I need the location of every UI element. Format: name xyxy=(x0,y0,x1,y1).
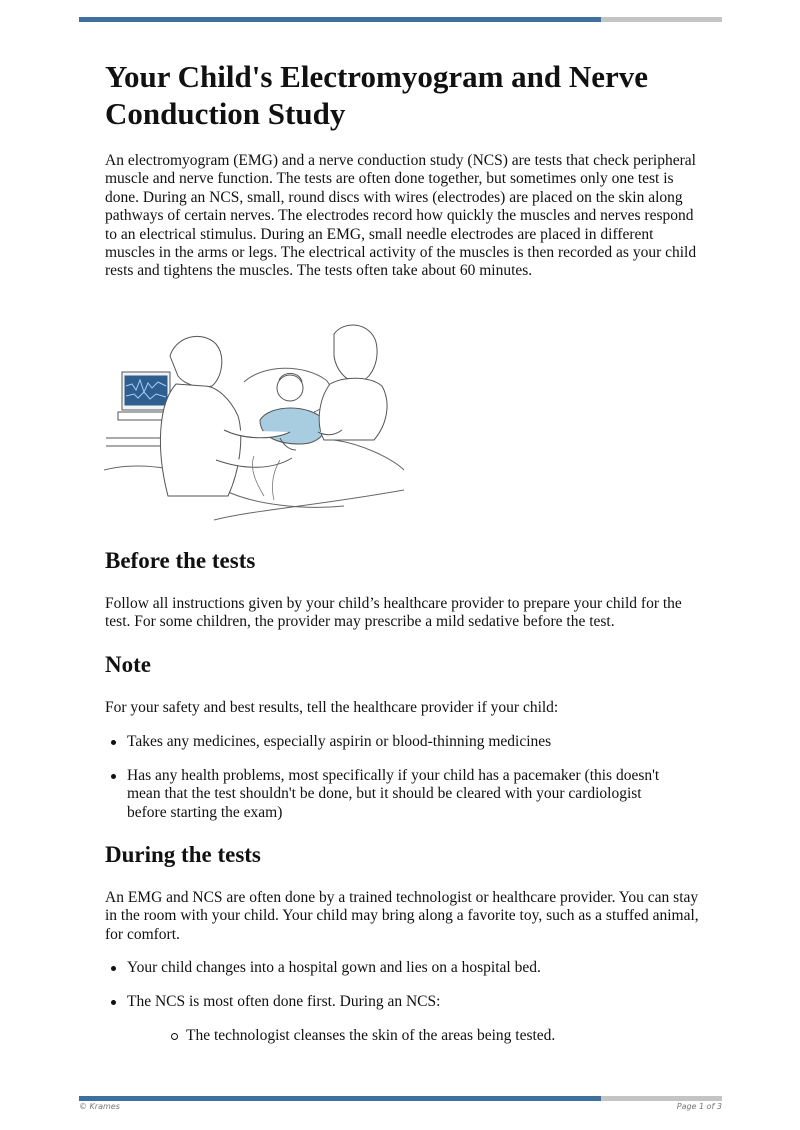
heading-during: During the tests xyxy=(105,842,261,867)
list-item: Takes any medicines, especially aspirin or blood-thinning medicines xyxy=(127,733,687,751)
top-rule-blue xyxy=(79,17,601,22)
during-paragraph: An EMG and NCS are often done by a trained technologist or healthcare provider. You can stay in the room with your child. Your child may bring along a favorite toy, such as a stuffed animal, for comfort. xyxy=(105,889,699,943)
top-rule xyxy=(79,17,722,22)
page-title: Your Child's Electromyogram and Nerve Conduction Study xyxy=(105,59,649,131)
list-item: Has any health problems, most specifically if your child has a pacemaker (this doesn't mean that the test shouldn't be done, but it should be cleared with your cardiologist before starting the exam) xyxy=(127,767,667,822)
top-rule-gray xyxy=(601,17,722,22)
before-paragraph: Follow all instructions given by your child’s healthcare provider to prepare your child for the test. For some children, the provider may prescribe a mild sedative before the test. xyxy=(105,595,682,631)
heading-before: Before the tests xyxy=(105,548,256,573)
note-paragraph: For your safety and best results, tell the healthcare provider if your child: xyxy=(105,699,559,716)
document-body xyxy=(105,58,700,280)
list-item: Your child changes into a hospital gown and lies on a hospital bed. xyxy=(127,959,687,977)
list-item: The technologist cleanses the skin of the areas being tested. xyxy=(186,1027,686,1045)
list-item: The NCS is most often done first. During an NCS: xyxy=(127,993,687,1011)
bottom-rule xyxy=(79,1096,722,1101)
footer-page-number: Page 1 of 3 xyxy=(676,1102,722,1111)
bottom-rule-blue xyxy=(79,1096,601,1101)
illustration-child-emg xyxy=(104,320,408,528)
bottom-rule-gray xyxy=(601,1096,722,1101)
footer-copyright: © Krames xyxy=(79,1102,120,1111)
heading-note: Note xyxy=(105,652,151,677)
intro-paragraph: An electromyogram (EMG) and a nerve conduction study (NCS) are tests that check peripheral muscle and nerve function. The tests are often done together, but sometimes only one test is done. During an NCS, small, round discs with wires (electrodes) are placed on the skin along pathways of certain nerves. The electrodes record how quickly the muscles and nerves respond to an electrical stimulus. During an EMG, small needle electrodes are placed in different muscles in the arms or legs. The electrical activity of the muscles is then recorded as your child rests and tightens the muscles. The tests often take about 60 minutes. xyxy=(105,152,697,280)
